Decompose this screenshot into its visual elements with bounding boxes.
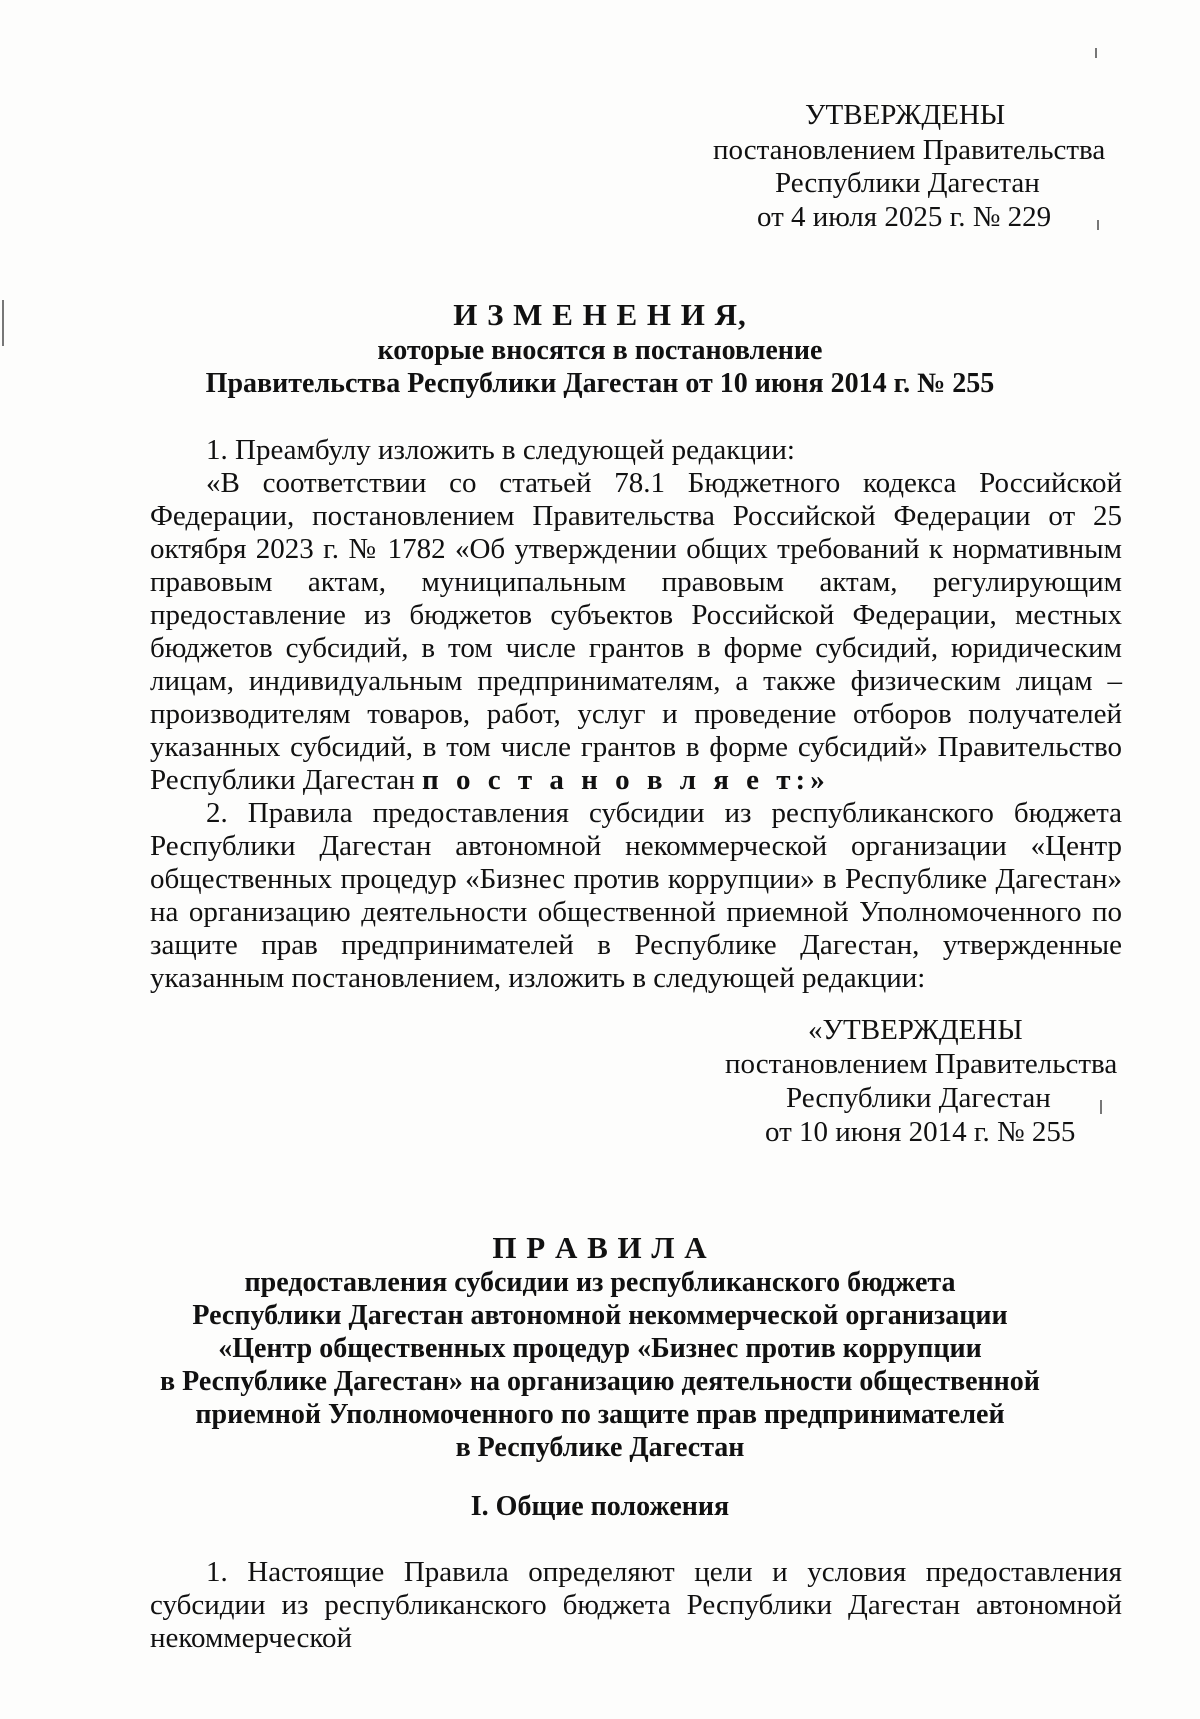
approval-top-line1: УТВЕРЖДЕНЫ	[805, 99, 1006, 131]
changes-title: И З М Е Н Е Н И Я,	[453, 297, 747, 332]
item1-lead: 1. Преамбулу изложить в следующей редакции:	[206, 434, 795, 466]
approval-inner-line2: постановлением Правительства	[725, 1048, 1118, 1080]
approval-top-line3: Республики Дагестан	[775, 167, 1040, 199]
approval-top-line2: постановлением Правительства	[713, 134, 1106, 166]
item1-decree-word: п о с т а н о в л я е т:»	[422, 764, 830, 796]
section1-text: 1. Настоящие Правила определяют цели и условия предоставления субсидии из республиканского бюджета Республики Дагестан автономной некоммерческой	[150, 1556, 1122, 1654]
item2-text: 2. Правила предоставления субсидии из республиканского бюджета Республики Дагестан автономной некоммерческой организации «Центр общественных процедур «Бизнес против коррупции» в Республике Дагестан» на организацию деятельности общественной приемной Уполномоченного по защите прав предпринимателей в Республике Дагестан, утвержденные указанным постановлением, изложить в следующей редакции:	[150, 797, 1122, 994]
changes-subtitle-line2: Правительства Республики Дагестан от 10 июня 2014 г. № 255	[205, 368, 995, 399]
item1-text	[150, 467, 1122, 797]
rules-heading-line5: приемной Уполномоченного по защите прав предпринимателей	[195, 1399, 1005, 1430]
rules-title: П Р А В И Л А	[492, 1230, 708, 1265]
changes-subtitle-line1: которые вносятся в постановление	[377, 335, 823, 366]
rules-heading-line6: в Республике Дагестан	[455, 1432, 745, 1463]
approval-inner-line1: «УТВЕРЖДЕНЫ	[808, 1014, 1023, 1046]
approval-inner-line3: Республики Дагестан	[786, 1082, 1051, 1114]
scan-edge-mark	[1100, 1100, 1102, 1114]
rules-heading-line2: Республики Дагестан автономной некоммерческой организации	[192, 1300, 1008, 1331]
rules-heading-line4: в Республике Дагестан» на организацию деятельности общественной	[160, 1366, 1040, 1397]
rules-heading-line1: предоставления субсидии из республиканского бюджета	[244, 1267, 956, 1298]
approval-inner-line4: от 10 июня 2014 г. № 255	[765, 1116, 1076, 1148]
section1-title: I. Общие положения	[470, 1491, 730, 1522]
item1-preamble-text: «В соответствии со статьей 78.1 Бюджетного кодекса Российской Федерации, постановлением Правительства Российской Федерации от 25 октября 2023 г. № 1782 «Об утверждении общих требований к нормативным правовым актам, муниципальным правовым актам, регулирующим предоставление из бюджетов субъектов Российской Федерации, местных бюджетов субсидий, в том числе грантов в форме субсидий, юридическим лицам, индивидуальным предпринимателям, а также физическим лицам – производителям товаров, работ, услуг и проведение отборов получателей указанных субсидий, в том числе грантов в форме субсидий» Правительство Республики Дагестан	[150, 467, 1122, 796]
approval-top-line4: от 4 июля 2025 г. № 229	[757, 201, 1052, 233]
rules-heading-line3: «Центр общественных процедур «Бизнес против коррупции	[218, 1333, 982, 1364]
scan-edge-mark	[1095, 48, 1097, 58]
scan-edge-mark	[1097, 220, 1099, 230]
